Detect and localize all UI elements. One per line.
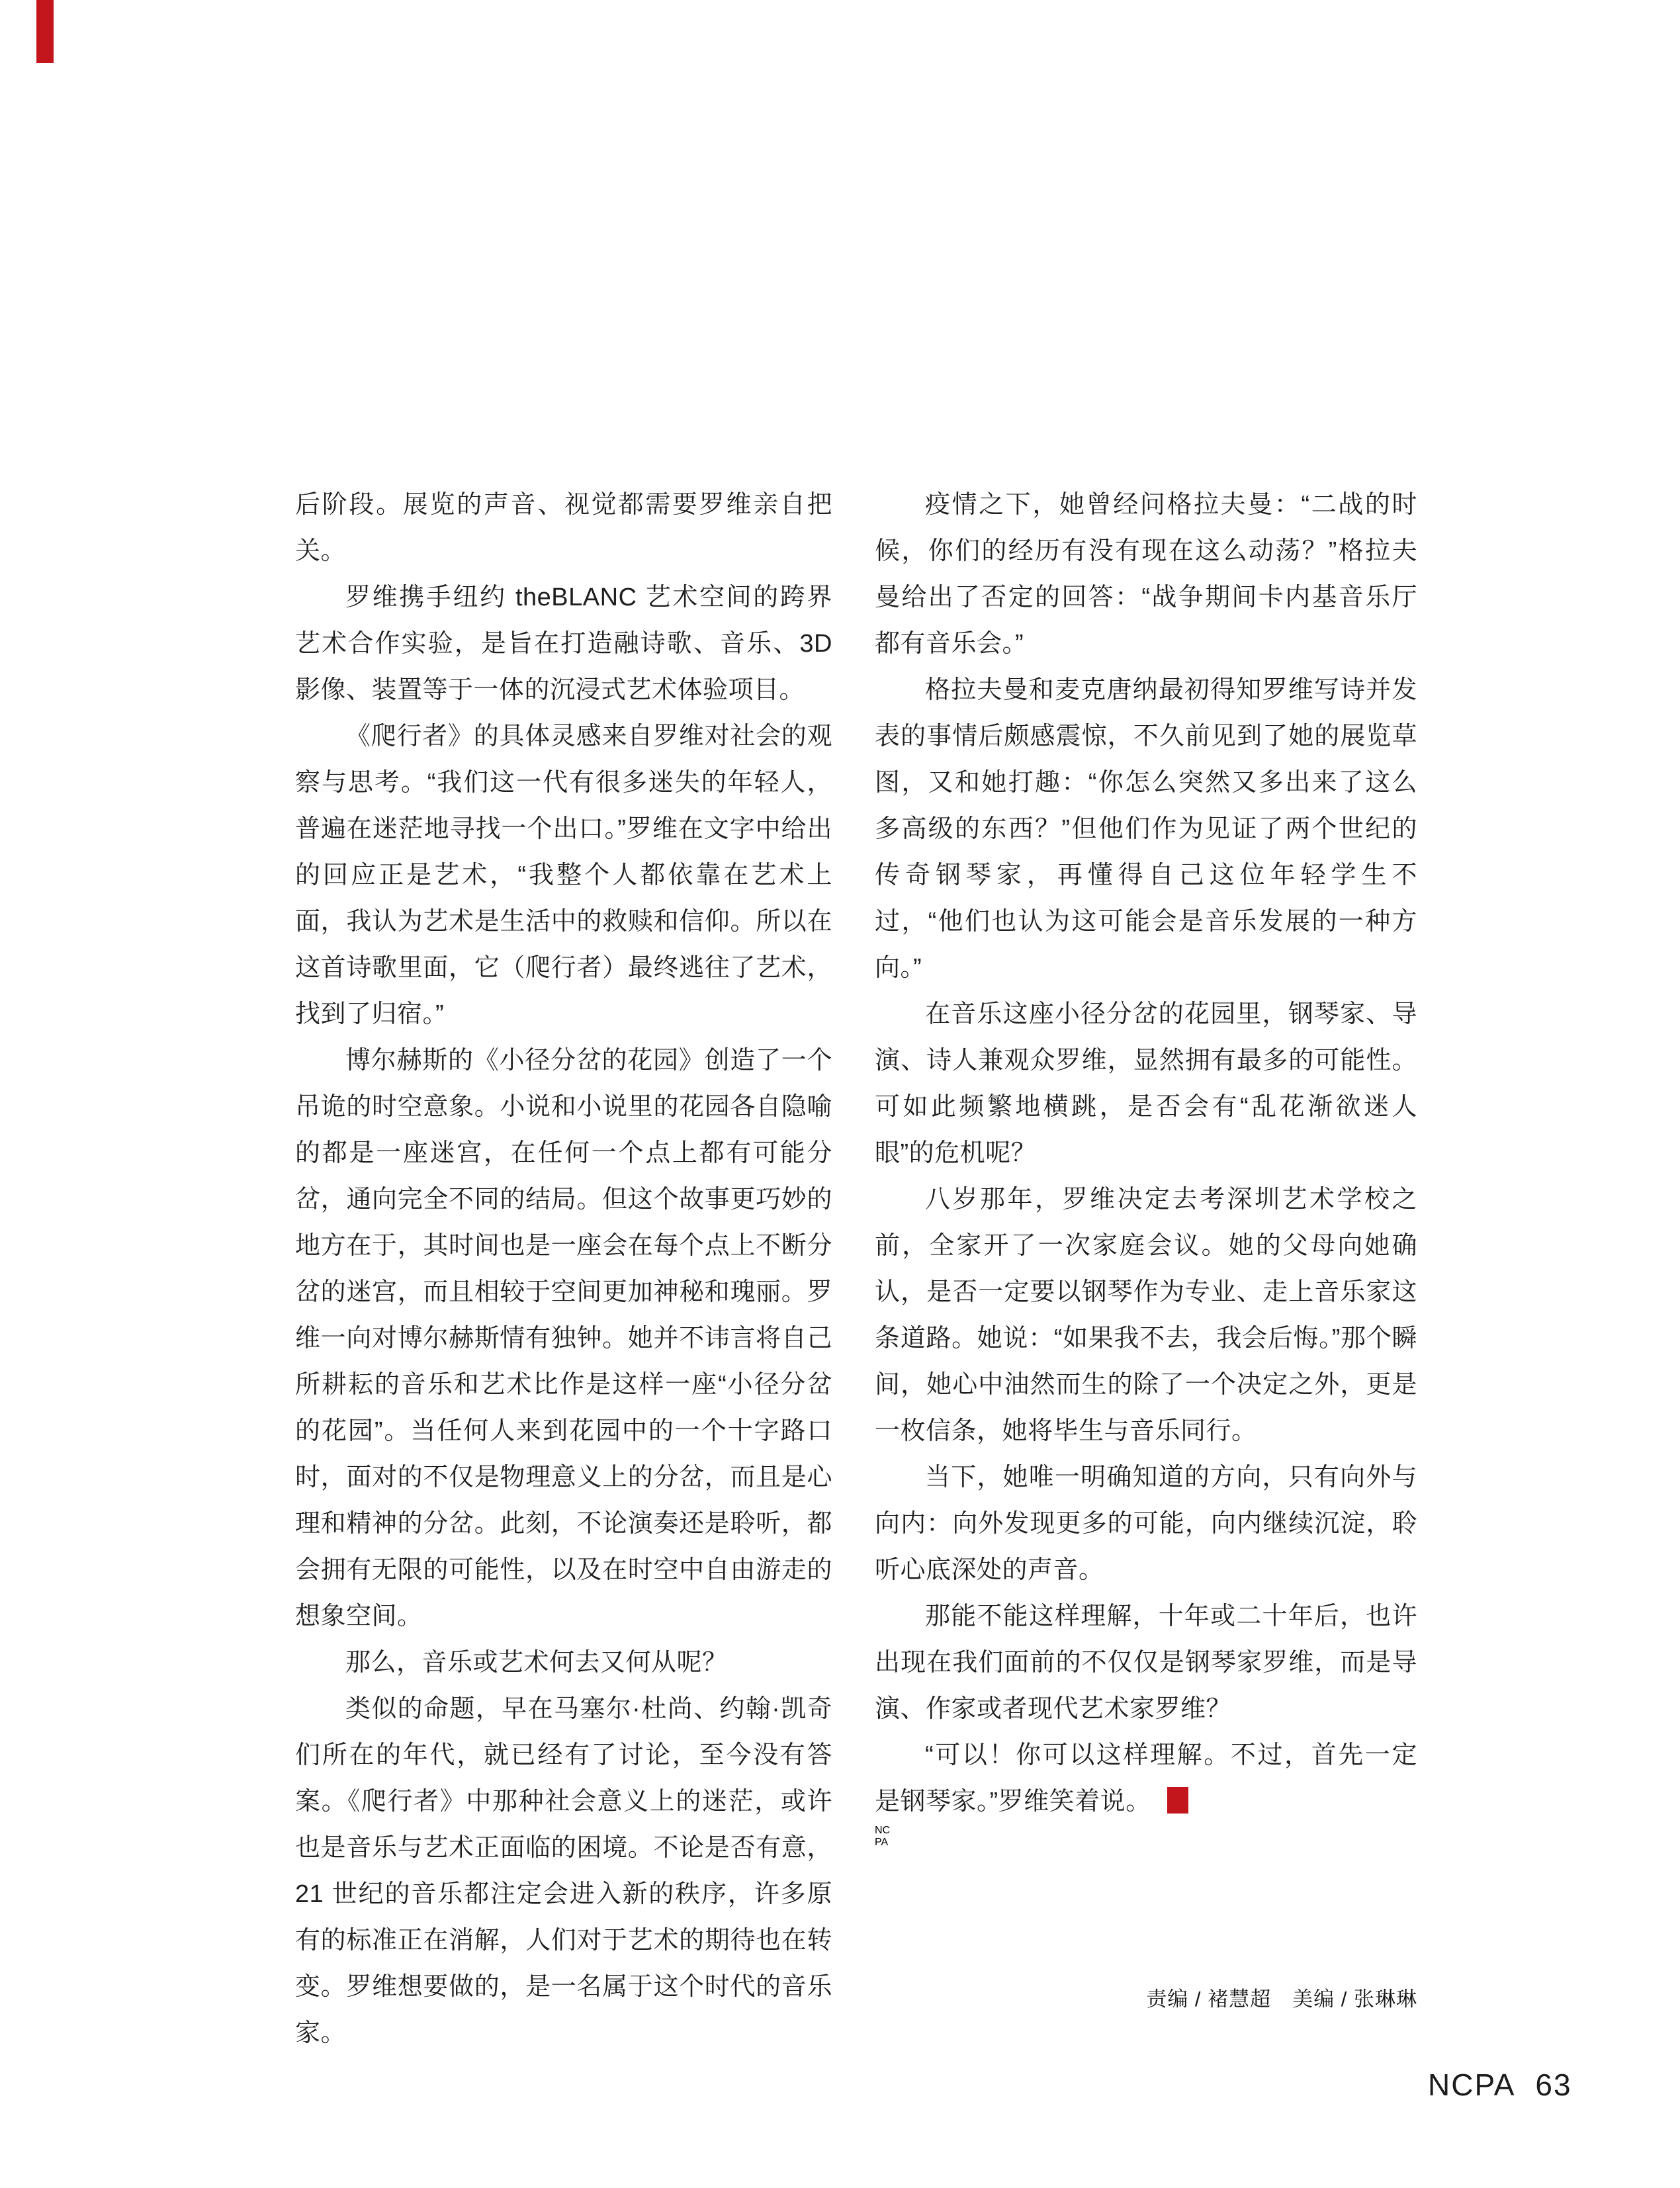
paragraph bbox=[875, 1732, 1417, 1825]
article-left-column bbox=[295, 482, 832, 2056]
ncpa-end-seal-icon bbox=[1167, 1787, 1188, 1814]
paragraph: 在音乐这座小径分岔的花园里，钢琴家、导演、诗人兼观众罗维，显然拥有最多的可能性。可如此频繁地横跳，是否会有“乱花渐欲迷人眼”的危机呢？ bbox=[875, 1000, 1417, 1167]
article-right-column bbox=[875, 482, 1417, 1859]
paragraph: 当下，她唯一明确知道的方向，只有向外与向内：向外发现更多的可能，向内继续沉淀，聆听心底深处的声音。 bbox=[875, 1464, 1417, 1584]
magazine-label: NCPA bbox=[1428, 2068, 1516, 2102]
red-edge-tab bbox=[36, 0, 54, 63]
paragraph: 后阶段。展览的声音、视觉都需要罗维亲自把关。 bbox=[295, 491, 832, 565]
paragraph: 类似的命题，早在马塞尔·杜尚、约翰·凯奇们所在的年代，就已经有了讨论，至今没有答案。《爬行者》中那种社会意义上的迷茫，或许也是音乐与艺术正面临的困境。不论是否有意，21 世纪的音乐都注定会进入新的秩序，许多原有的标准正在消解，人们对于艺术的期待也在转变。罗维想要做的，是一名属于这个时代的音乐家。 bbox=[295, 1695, 832, 2047]
seal-line-1: NC bbox=[875, 1825, 891, 1836]
paragraph: 格拉夫曼和麦克唐纳最初得知罗维写诗并发表的事情后颇感震惊，不久前见到了她的展览草图，又和她打趣：“你怎么突然又多出来了这么多高级的东西？”但他们作为见证了两个世纪的传奇钢琴家，再懂得自己这位年轻学生不过，“他们也认为这可能会是音乐发展的一种方向。” bbox=[875, 676, 1417, 982]
paragraph: 八岁那年，罗维决定去考深圳艺术学校之前，全家开了一次家庭会议。她的父母向她确认，是否一定要以钢琴作为专业、走上音乐家这条道路。她说：“如果我不去，我会后悔。”那个瞬间，她心中油然而生的除了一个决定之外，更是一枚信条，她将毕生与音乐同行。 bbox=[875, 1186, 1417, 1445]
paragraph: 那能不能这样理解，十年或二十年后，也许出现在我们面前的不仅仅是钢琴家罗维，而是导演、作家或者现代艺术家罗维？ bbox=[875, 1602, 1417, 1723]
editor-credits: 责编 / 褚慧超 美编 / 张琳琳 bbox=[1146, 1988, 1417, 2011]
paragraph: 罗维携手纽约 theBLANC 艺术空间的跨界艺术合作实验，是旨在打造融诗歌、音乐、3D影像、装置等于一体的沉浸式艺术体验项目。 bbox=[295, 584, 832, 704]
page-number: 63 bbox=[1535, 2068, 1572, 2102]
paragraph: 那么，音乐或艺术何去又何从呢？ bbox=[345, 1649, 728, 1677]
paragraph: 疫情之下，她曾经问格拉夫曼：“二战的时候，你们的经历有没有现在这么动荡？”格拉夫曼给出了否定的回答：“战争期间卡内基音乐厅都有音乐会。” bbox=[875, 491, 1417, 658]
paragraph: 博尔赫斯的《小径分岔的花园》创造了一个吊诡的时空意象。小说和小说里的花园各自隐喻的都是一座迷宫，在任何一个点上都有可能分岔，通向完全不同的结局。但这个故事更巧妙的地方在于，其时间也是一座会在每个点上不断分岔的迷宫，而且相较于空间更加神秘和瑰丽。罗维一向对博尔赫斯情有独钟。她并不讳言将自己所耕耘的音乐和艺术比作是这样一座“小径分岔的花园”。当任何人来到花园中的一个十字路口时，面对的不仅是物理意义上的分岔，而且是心理和精神的分岔。此刻，不论演奏还是聆听，都会拥有无限的可能性，以及在时空中自由游走的想象空间。 bbox=[295, 1047, 832, 1630]
paragraph-text: “可以！你可以这样理解。不过，首先一定是钢琴家。”罗维笑着说。 bbox=[875, 1741, 1417, 1816]
page-footer bbox=[1428, 2067, 1572, 2103]
seal-line-2: PA bbox=[875, 1837, 889, 1848]
paragraph: 《爬行者》的具体灵感来自罗维对社会的观察与思考。“我们这一代有很多迷失的年轻人，普遍在迷茫地寻找一个出口。”罗维在文字中给出的回应正是艺术，“我整个人都依靠在艺术上面，我认为艺术是生活中的救赎和信仰。所以在这首诗歌里面，它（爬行者）最终逃往了艺术，找到了归宿。” bbox=[295, 722, 832, 1028]
